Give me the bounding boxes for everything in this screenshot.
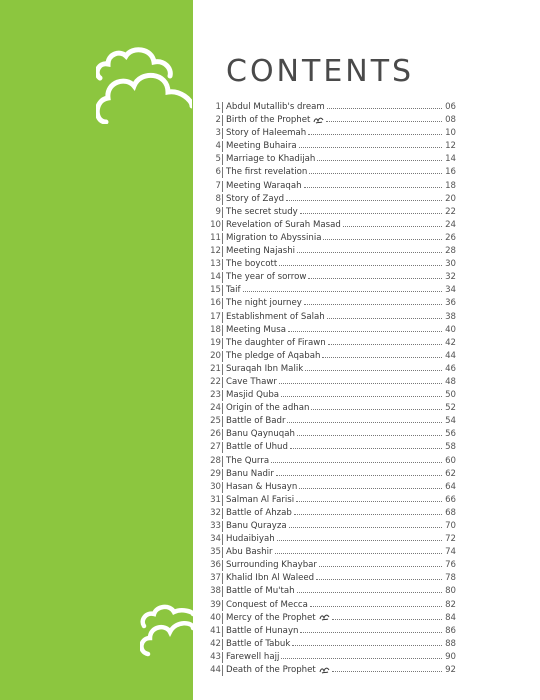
divider — [222, 141, 223, 152]
dot-leader — [289, 527, 442, 528]
entry-number: 39 — [210, 599, 221, 610]
dot-leader — [327, 108, 442, 109]
entry-title: Origin of the adhan — [226, 403, 310, 414]
entry-page-number: 64 — [445, 481, 456, 492]
dot-leader — [277, 540, 442, 541]
entry-title: Battle of Uhud — [226, 442, 288, 453]
entry-page-number: 56 — [445, 429, 456, 440]
toc-entry — [202, 297, 456, 310]
pbuh-calligraphy-icon — [313, 116, 324, 124]
toc-entry — [202, 599, 456, 612]
divider — [222, 220, 223, 231]
divider — [222, 325, 223, 336]
divider — [222, 573, 223, 584]
divider — [222, 298, 223, 309]
pbuh-calligraphy-icon — [319, 613, 330, 621]
toc-entry — [202, 638, 456, 651]
divider — [222, 390, 223, 401]
toc-entry — [202, 140, 456, 153]
entry-title: Meeting Najashi — [226, 246, 296, 257]
toc-entry — [202, 428, 456, 441]
entry-title: The year of sorrow — [226, 272, 307, 283]
entry-page-number: 40 — [445, 324, 456, 335]
entry-page-number: 22 — [445, 206, 456, 217]
divider — [222, 521, 223, 532]
entry-number: 17 — [210, 311, 221, 322]
entry-number: 1 — [215, 102, 221, 112]
entry-page-number: 84 — [445, 612, 456, 623]
toc-entry — [202, 546, 456, 559]
dot-leader — [288, 331, 442, 332]
dot-leader — [304, 187, 443, 188]
entry-number: 3 — [215, 128, 221, 139]
dot-leader — [326, 121, 442, 122]
toc-entry — [202, 533, 456, 546]
toc-entry — [202, 402, 456, 415]
entry-page-number: 68 — [445, 507, 456, 518]
dot-leader — [297, 252, 442, 253]
divider — [222, 115, 223, 126]
entry-title: The daughter of Firawn — [226, 337, 326, 348]
divider — [222, 456, 223, 467]
toc-entry — [202, 507, 456, 520]
toc-entry — [202, 520, 456, 533]
divider — [222, 626, 223, 637]
dot-leader — [311, 409, 442, 410]
entry-number: 30 — [210, 481, 221, 492]
dot-leader — [304, 304, 442, 305]
entry-number: 23 — [210, 390, 221, 401]
divider — [222, 665, 223, 676]
divider — [222, 364, 223, 375]
toc-entry — [202, 127, 456, 140]
entry-number: 28 — [210, 455, 221, 466]
entry-title: Salman Al Farisi — [226, 494, 295, 505]
entry-title: Revelation of Surah Masad — [226, 219, 341, 230]
toc-entry — [202, 153, 456, 166]
entry-title: Battle of Tabuk — [226, 638, 291, 649]
entry-page-number: 50 — [445, 390, 456, 401]
entry-title: Suraqah Ibn Malik — [226, 363, 304, 374]
divider — [222, 560, 223, 571]
entry-page-number: 24 — [445, 219, 456, 230]
entry-title: Abu Bashir — [226, 547, 273, 558]
divider — [222, 233, 223, 244]
toc-entry — [202, 219, 456, 232]
entry-number: 19 — [210, 337, 221, 348]
cloud-icon — [140, 604, 193, 660]
entry-title: Banu Qurayza — [226, 521, 287, 531]
divider — [222, 377, 223, 388]
dot-leader — [281, 658, 442, 659]
entry-page-number: 18 — [445, 180, 456, 191]
entry-title: The first revelation — [226, 167, 308, 178]
divider — [222, 351, 223, 362]
entry-number: 22 — [210, 376, 221, 387]
entry-page-number: 44 — [445, 350, 456, 361]
entry-number: 16 — [210, 298, 221, 309]
entry-number: 43 — [210, 651, 221, 662]
entry-number: 11 — [210, 232, 221, 243]
entry-title: Farewell hajj — [226, 651, 280, 662]
divider — [222, 600, 223, 611]
entry-number: 38 — [210, 586, 221, 597]
toc-entry — [202, 389, 456, 402]
entry-page-number: 30 — [445, 259, 456, 270]
divider — [222, 613, 223, 624]
entry-number: 26 — [210, 429, 221, 440]
toc-entry — [202, 271, 456, 284]
entry-number: 13 — [210, 259, 221, 270]
entry-page-number: 92 — [445, 665, 456, 676]
dot-leader — [317, 160, 442, 161]
toc-entry — [202, 415, 456, 428]
entry-page-number: 62 — [445, 468, 456, 479]
toc-entry — [202, 651, 456, 664]
entry-title: Surrounding Khaybar — [226, 560, 317, 571]
entry-title: Masjid Quba — [226, 390, 280, 401]
entry-title: Story of Zayd — [226, 193, 285, 204]
dot-leader — [316, 579, 442, 580]
divider — [222, 534, 223, 545]
entry-number: 5 — [215, 154, 221, 165]
entry-page-number: 48 — [445, 376, 456, 387]
entry-page-number: 58 — [445, 442, 456, 453]
divider — [222, 429, 223, 440]
entry-page-number: 12 — [445, 141, 456, 152]
dot-leader — [275, 553, 443, 554]
dot-leader — [309, 173, 442, 174]
entry-number: 25 — [210, 416, 221, 427]
divider — [222, 259, 223, 270]
entry-page-number: 90 — [445, 651, 456, 662]
divider — [222, 416, 223, 427]
dot-leader — [343, 226, 442, 227]
toc-entry — [202, 206, 456, 219]
dot-leader — [300, 632, 442, 633]
entry-page-number: 74 — [445, 547, 456, 558]
dot-leader — [328, 344, 442, 345]
dot-leader — [299, 488, 442, 489]
green-side-panel — [0, 0, 193, 700]
divider — [222, 128, 223, 139]
entry-number: 8 — [215, 193, 221, 204]
toc-entry — [202, 101, 456, 114]
entry-title: Hudaibiyah — [226, 534, 275, 545]
divider — [222, 508, 223, 519]
entry-page-number: 06 — [445, 102, 456, 112]
entry-number: 29 — [210, 468, 221, 479]
entry-title: Death of the Prophet — [226, 664, 332, 677]
entry-title: Mercy of the Prophet — [226, 612, 332, 625]
entry-number: 35 — [210, 547, 221, 558]
toc-entry — [202, 311, 456, 324]
entry-page-number: 32 — [445, 272, 456, 283]
entry-number: 42 — [210, 638, 221, 649]
entry-page-number: 86 — [445, 625, 456, 636]
entry-page-number: 78 — [445, 573, 456, 584]
divider — [222, 194, 223, 205]
dot-leader — [332, 619, 442, 620]
entry-page-number: 70 — [445, 521, 456, 531]
toc-entry — [202, 284, 456, 297]
entry-number: 32 — [210, 507, 221, 518]
divider — [222, 403, 223, 414]
divider — [222, 207, 223, 218]
dot-leader — [322, 357, 442, 358]
pbuh-calligraphy-icon — [319, 666, 330, 674]
entry-title: Migration to Abyssinia — [226, 232, 322, 243]
divider — [222, 272, 223, 283]
toc-entry — [202, 258, 456, 271]
dot-leader — [319, 566, 442, 567]
dot-leader — [290, 448, 442, 449]
divider — [222, 652, 223, 663]
dot-leader — [279, 265, 442, 266]
entry-title: Battle of Ahzab — [226, 507, 292, 518]
entry-page-number: 20 — [445, 193, 456, 204]
toc-entry — [202, 114, 456, 127]
entry-number: 36 — [210, 560, 221, 571]
entry-title: Battle of Badr — [226, 416, 286, 427]
entry-number: 9 — [215, 206, 221, 217]
dot-leader — [287, 422, 442, 423]
entry-title: Banu Qaynuqah — [226, 429, 295, 440]
dot-leader — [305, 370, 442, 371]
entry-number: 20 — [210, 350, 221, 361]
entry-number: 12 — [210, 246, 221, 257]
divider — [222, 639, 223, 650]
entry-number: 37 — [210, 573, 221, 584]
divider — [222, 312, 223, 323]
entry-title: Battle of Mu'tah — [226, 586, 295, 597]
toc-entry — [202, 376, 456, 389]
entry-title: Marriage to Khadijah — [226, 154, 316, 165]
dot-leader — [286, 200, 442, 201]
dot-leader — [281, 396, 442, 397]
entry-title: Story of Haleemah — [226, 128, 307, 139]
entry-page-number: 34 — [445, 285, 456, 296]
toc-entry — [202, 664, 456, 677]
entry-title: The secret study — [226, 206, 298, 217]
toc-entry — [202, 245, 456, 258]
cloud-icon — [96, 46, 192, 124]
toc-entry — [202, 232, 456, 245]
divider — [222, 547, 223, 558]
page-title: CONTENTS — [226, 54, 415, 89]
toc-entry — [202, 350, 456, 363]
entry-page-number: 08 — [445, 115, 456, 126]
entry-title: Establishment of Salah — [226, 311, 325, 322]
divider — [222, 181, 223, 192]
toc-entry — [202, 572, 456, 585]
toc-entry — [202, 559, 456, 572]
toc-entry — [202, 180, 456, 193]
entry-page-number: 16 — [445, 167, 456, 178]
divider — [222, 285, 223, 296]
entry-page-number: 88 — [445, 638, 456, 649]
entry-page-number: 52 — [445, 403, 456, 414]
entry-number: 24 — [210, 403, 221, 414]
toc-entry — [202, 324, 456, 337]
entry-number: 40 — [210, 612, 221, 623]
entry-number: 21 — [210, 363, 221, 374]
entry-page-number: 76 — [445, 560, 456, 571]
toc-entry — [202, 337, 456, 350]
divider — [222, 495, 223, 506]
dot-leader — [308, 278, 442, 279]
entry-page-number: 28 — [445, 246, 456, 257]
entry-title: The pledge of Aqabah — [226, 350, 321, 361]
entry-number: 33 — [210, 521, 221, 531]
dot-leader — [296, 501, 442, 502]
entry-number: 15 — [210, 285, 221, 296]
entry-title: The night journey — [226, 298, 302, 309]
dot-leader — [279, 383, 442, 384]
table-of-contents — [202, 101, 456, 677]
divider — [222, 154, 223, 165]
entry-number: 2 — [215, 115, 221, 126]
entry-title: Meeting Buhaira — [226, 141, 297, 152]
entry-page-number: 66 — [445, 494, 456, 505]
entry-page-number: 80 — [445, 586, 456, 597]
entry-number: 18 — [210, 324, 221, 335]
dot-leader — [327, 318, 442, 319]
entry-number: 31 — [210, 494, 221, 505]
divider — [222, 469, 223, 480]
entry-title: Abdul Mutallib's dream — [226, 102, 325, 112]
toc-entry — [202, 612, 456, 625]
dot-leader — [292, 645, 442, 646]
toc-entry — [202, 193, 456, 206]
toc-entry — [202, 455, 456, 468]
dot-leader — [299, 147, 442, 148]
entry-title: Hasan & Husayn — [226, 481, 298, 492]
entry-title: Khalid Ibn Al Waleed — [226, 573, 315, 584]
entry-title: Meeting Musa — [226, 324, 286, 335]
entry-page-number: 46 — [445, 363, 456, 374]
dot-leader — [271, 462, 442, 463]
entry-page-number: 54 — [445, 416, 456, 427]
dot-leader — [310, 606, 442, 607]
entry-page-number: 60 — [445, 455, 456, 466]
divider — [222, 442, 223, 453]
entry-page-number: 38 — [445, 311, 456, 322]
divider — [222, 167, 223, 178]
entry-page-number: 82 — [445, 599, 456, 610]
entry-page-number: 14 — [445, 154, 456, 165]
divider — [222, 586, 223, 597]
toc-entry — [202, 625, 456, 638]
toc-entry — [202, 363, 456, 376]
entry-number: 7 — [215, 180, 221, 191]
entry-number: 10 — [210, 219, 221, 230]
entry-page-number: 72 — [445, 534, 456, 545]
toc-entry — [202, 494, 456, 507]
dot-leader — [243, 291, 443, 292]
entry-number: 41 — [210, 625, 221, 636]
entry-number: 44 — [210, 665, 221, 676]
entry-number: 27 — [210, 442, 221, 453]
entry-title: The boycott — [226, 259, 278, 270]
toc-entry — [202, 441, 456, 454]
dot-leader — [332, 671, 442, 672]
entry-title: Cave Thawr — [226, 376, 277, 387]
toc-entry — [202, 585, 456, 598]
entry-number: 4 — [215, 141, 221, 152]
toc-entry — [202, 468, 456, 481]
entry-title: Battle of Hunayn — [226, 625, 299, 636]
entry-page-number: 36 — [445, 298, 456, 309]
entry-page-number: 10 — [445, 128, 456, 139]
entry-number: 6 — [215, 167, 221, 178]
dot-leader — [276, 475, 442, 476]
entry-title: Taif — [226, 285, 241, 296]
entry-title: Birth of the Prophet — [226, 114, 326, 127]
divider — [222, 246, 223, 257]
dot-leader — [297, 435, 442, 436]
entry-title: The Qurra — [226, 455, 270, 466]
dot-leader — [294, 514, 442, 515]
dot-leader — [300, 213, 442, 214]
toc-entry — [202, 481, 456, 494]
dot-leader — [323, 239, 442, 240]
divider — [222, 338, 223, 349]
entry-number: 14 — [210, 272, 221, 283]
dot-leader — [308, 134, 442, 135]
entry-title: Banu Nadir — [226, 468, 274, 479]
entry-number: 34 — [210, 534, 221, 545]
dot-leader — [297, 592, 442, 593]
entry-page-number: 26 — [445, 232, 456, 243]
toc-entry — [202, 166, 456, 179]
divider — [222, 482, 223, 493]
entry-title: Conquest of Mecca — [226, 599, 308, 610]
entry-page-number: 42 — [445, 337, 456, 348]
divider — [222, 102, 223, 113]
entry-title: Meeting Waraqah — [226, 180, 302, 191]
